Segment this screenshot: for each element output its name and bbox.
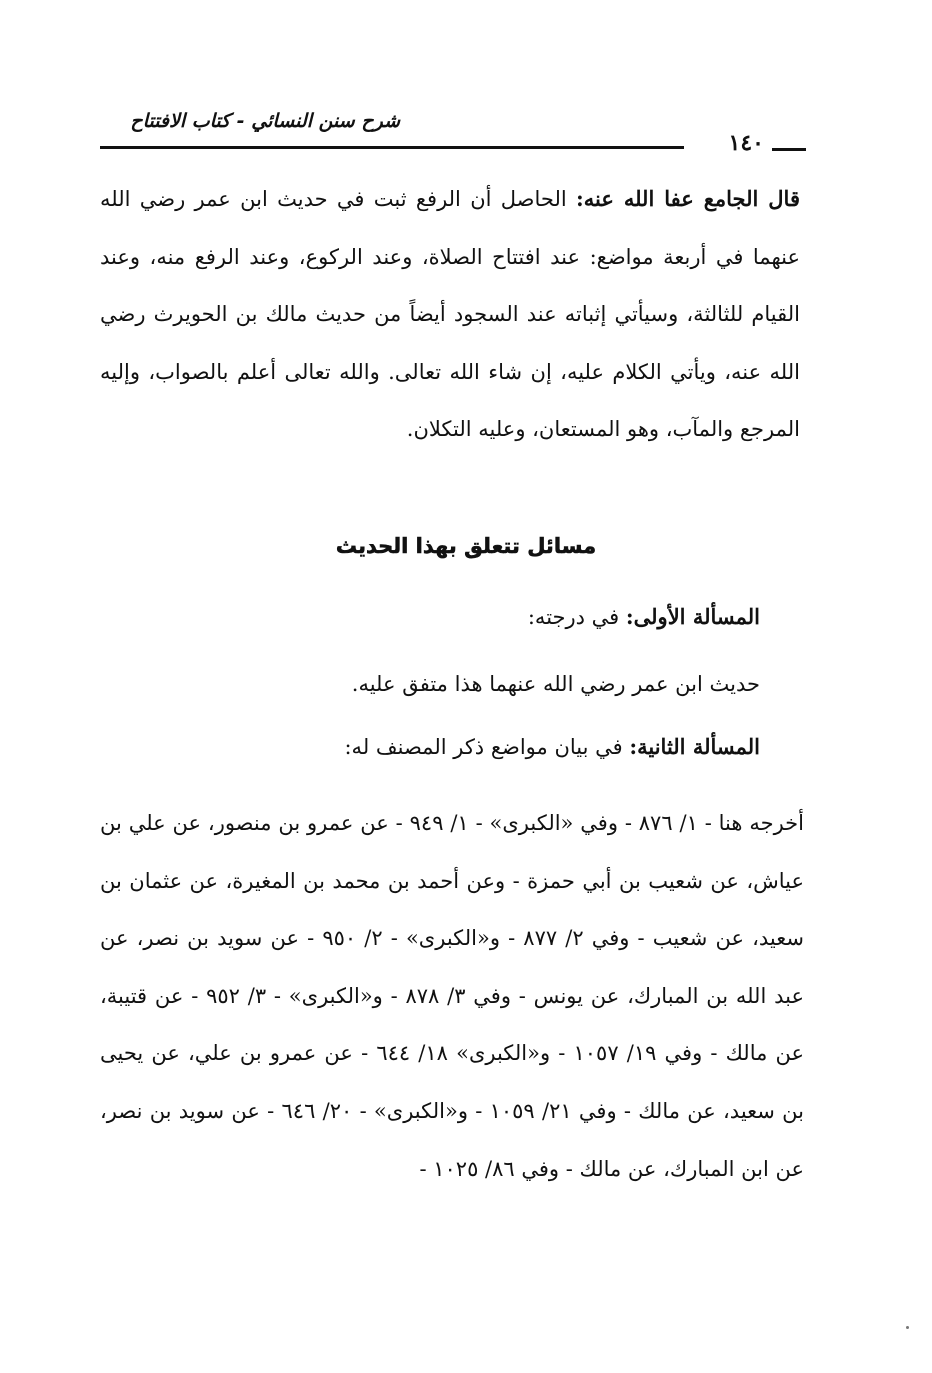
question1-line bbox=[528, 604, 760, 629]
scan-speck bbox=[906, 1326, 909, 1329]
conclusion-text: الحاصل أن الرفع ثبت في حديث ابن عمر رضي الله عنهما في أربعة مواضع: عند افتتاح الصلاة، وعند الركوع، وعند الرفع منه، وعند القيام للثالثة، وسيأتي إثباته عند السجود أيضاً من حديث مالك بن الحويرث رضي الله عنه، ويأتي الكلام عليه، إن شاء الله تعالى. والله تعالى أعلم بالصواب، وإليه المرجع والمآب، وهو المستعان، وعليه التكلان. bbox=[100, 187, 800, 442]
conclusion-lead: قال الجامع عفا الله عنه: bbox=[576, 186, 800, 211]
header-rule bbox=[100, 146, 684, 149]
question1-label: المسألة الأولى: bbox=[625, 604, 760, 629]
page-number-dash bbox=[772, 148, 806, 151]
section-heading: مسائل تتعلق بهذا الحديث bbox=[335, 534, 597, 558]
takhrij-paragraph: أخرجه هنا - ١/ ٨٧٦ - وفي «الكبرى» - ١/ ٩٤٩ - عن عمرو بن منصور، عن علي بن عياش، عن شعيب بن أبي حمزة - وعن أحمد بن محمد بن المغيرة، عن عثمان بن سعيد، عن شعيب - وفي ٢/ ٨٧٧ - و«الكبرى» - ٢/ ٩٥٠ - عن سويد بن نصر، عن عبد الله بن المبارك، عن يونس - وفي ٣/ ٨٧٨ - و«الكبرى» - ٣/ ٩٥٢ - عن قتيبة، عن مالك - وفي ١٩/ ١٠٥٧ - و«الكبرى» ١٨/ ٦٤٤ - عن عمرو بن علي، عن يحيى بن سعيد، عن مالك - وفي ٢١/ ١٠٥٩ - و«الكبرى» - ٢٠/ ٦٤٦ - عن سويد بن نصر، عن ابن المبارك، عن مالك - وفي ٨٦/ ١٠٢٥ - bbox=[100, 811, 804, 1181]
conclusion-paragraph bbox=[100, 170, 800, 459]
running-header-title: شرح سنن النسائي - كتاب الافتتاح bbox=[130, 110, 400, 132]
question1-answer: حديث ابن عمر رضي الله عنهما هذا متفق عليه. bbox=[351, 672, 760, 696]
question2-label: المسألة الثانية: bbox=[629, 734, 760, 759]
question2-line bbox=[344, 734, 760, 759]
running-header bbox=[96, 106, 806, 158]
question1-text: في درجته: bbox=[527, 605, 626, 629]
page-number: ١٤٠ bbox=[728, 130, 764, 156]
question2-text: في بيان مواضع ذكر المصنف له: bbox=[344, 735, 630, 759]
